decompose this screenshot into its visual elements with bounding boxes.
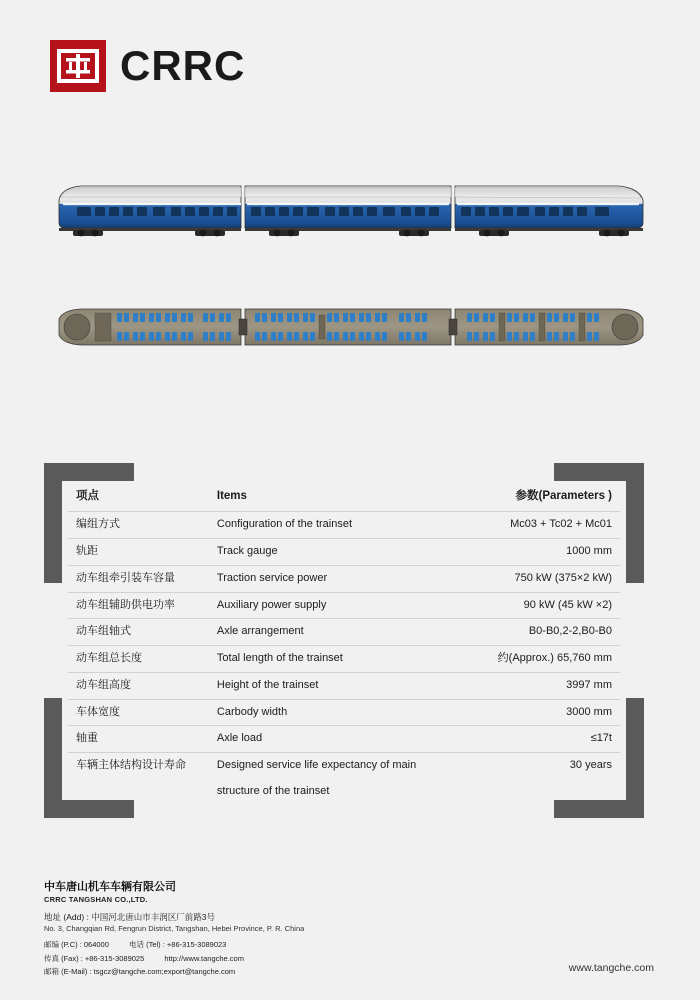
- company-name-en: CRRC TANGSHAN CO.,LTD.: [44, 895, 148, 904]
- row-label-en: Designed service life expectancy of main: [216, 759, 417, 772]
- row-label-cn: [68, 779, 209, 805]
- header-cell-en: Items: [209, 481, 473, 512]
- footer-contact-block: [44, 878, 654, 980]
- table-row: [68, 699, 620, 726]
- row-value: 1000 mm: [473, 539, 620, 566]
- row-label-en: structure of the trainset: [216, 784, 330, 797]
- contact-line-fax-http: [44, 953, 654, 964]
- frame-bracket-top-left-h: [44, 463, 134, 481]
- table-row: [68, 512, 620, 539]
- table-row: [68, 539, 620, 566]
- row-value: 750 kW (375×2 kW): [473, 565, 620, 592]
- row-label-en: Track gauge: [209, 539, 473, 566]
- footer-website-url[interactable]: www.tangche.com: [568, 962, 654, 974]
- contact-line-postcode-tel: [44, 939, 654, 950]
- table-row: [68, 592, 620, 619]
- table-row: [68, 672, 620, 699]
- address-cn: 地址 (Add) : 中国河北唐山市丰润区厂前路3号: [44, 912, 215, 922]
- table-header-row: [68, 481, 620, 512]
- row-label-cn: 车体宽度: [68, 699, 209, 726]
- specifications-table-wrapper: [68, 481, 620, 800]
- website-link[interactable]: http://www.tangche.com: [164, 953, 244, 963]
- row-label-en: Height of the trainset: [209, 672, 473, 699]
- row-value: 3000 mm: [473, 699, 620, 726]
- row-label-en: Total length of the trainset: [209, 646, 473, 673]
- header-cell-cn: 项点: [68, 481, 209, 512]
- row-label-en: Carbody width: [209, 699, 473, 726]
- table-row: [68, 726, 620, 753]
- brand-logo: [50, 40, 245, 92]
- row-label-cn: 动车组高度: [68, 672, 209, 699]
- row-value: 3997 mm: [473, 672, 620, 699]
- row-label-cn: 轴重: [68, 726, 209, 753]
- row-label-en: Auxiliary power supply: [209, 592, 473, 619]
- row-value: 30 years: [569, 759, 612, 772]
- row-value: 90 kW (45 kW ×2): [473, 592, 620, 619]
- frame-bracket-top-right: [626, 463, 644, 583]
- specifications-panel: [44, 463, 644, 818]
- row-label-cn: 编组方式: [68, 512, 209, 539]
- address-en: No. 3, Changqian Rd, Fengrun District, Tangshan, Hebei Province, P. R. China: [44, 924, 305, 933]
- brand-name: CRRC: [120, 42, 246, 89]
- row-label-cn: 轨距: [68, 539, 209, 566]
- company-name-cn: 中车唐山机车车辆有限公司: [44, 881, 176, 893]
- row-label-cn: 车辆主体结构设计寿命: [76, 759, 186, 772]
- table-row-continuation: [68, 779, 620, 805]
- table-row: [68, 753, 620, 779]
- contact-line-email: [44, 966, 654, 977]
- row-label-en: Axle load: [209, 726, 473, 753]
- frame-bracket-top-right-h: [554, 463, 644, 481]
- frame-bracket-top-left: [44, 463, 62, 583]
- crrc-logo-icon: [50, 40, 106, 92]
- row-value: Mc03 + Tc02 + Mc01: [473, 512, 620, 539]
- row-label-cn: 动车组辅助供电功率: [68, 592, 209, 619]
- telephone-text: 电话 (Tel) : +86-315-3089023: [129, 940, 227, 949]
- fax-text: 传真 (Fax) : +86-315-3089025: [44, 953, 145, 963]
- header-cell-value: 参数(Parameters ): [473, 481, 620, 512]
- row-value: B0-B0,2-2,B0-B0: [473, 619, 620, 646]
- row-label-cn: 动车组轴式: [68, 619, 209, 646]
- row-label-en: Axle arrangement: [209, 619, 473, 646]
- row-label-cn: 动车组牵引装车容量: [68, 565, 209, 592]
- table-row: [68, 565, 620, 592]
- specifications-table: [68, 481, 620, 805]
- train-exterior-side-view: [55, 178, 647, 240]
- email-text[interactable]: 邮箱 (E-Mail) : tsgcz@tangche.com;export@tangche.com: [44, 967, 236, 976]
- table-row: [68, 646, 620, 673]
- row-value: 约(Approx.) 65,760 mm: [473, 646, 620, 673]
- row-value: [473, 779, 620, 805]
- postcode-text: 邮编 (P.C) : 064000: [44, 940, 109, 949]
- row-label-en: Configuration of the trainset: [209, 512, 473, 539]
- train-interior-floor-plan: [55, 305, 647, 349]
- row-label-en: Traction service power: [209, 565, 473, 592]
- table-row: [68, 619, 620, 646]
- row-value: ≤17t: [473, 726, 620, 753]
- row-label-cn: 动车组总长度: [68, 646, 209, 673]
